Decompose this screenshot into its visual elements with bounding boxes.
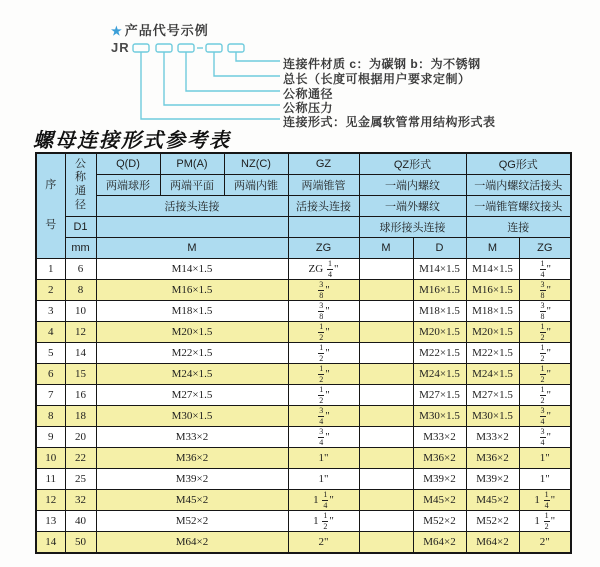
table-cell: $\frac{3}{8}$ " (519, 280, 571, 301)
table-cell (359, 280, 413, 301)
table-cell: 1" (288, 448, 359, 469)
table-row (36, 490, 571, 511)
code-box (133, 44, 149, 52)
table-cell: M30×1.5 (96, 406, 288, 427)
table-cell: M22×1.5 (96, 343, 288, 364)
table-cell: M22×1.5 (466, 343, 519, 364)
table-cell: M24×1.5 (413, 364, 466, 385)
table-cell: M20×1.5 (96, 322, 288, 343)
table-cell (359, 385, 413, 406)
table-cell: M33×2 (413, 427, 466, 448)
table-cell: $\frac{1}{2}$ " (519, 322, 571, 343)
table-cell (359, 490, 413, 511)
diagram-label-length: 总长（长度可根据用户要求定制） (283, 72, 471, 86)
table-cell: M45×2 (466, 490, 519, 511)
leader-line (214, 52, 280, 76)
table-cell: M39×2 (413, 469, 466, 490)
table-cell: 12 (65, 322, 96, 343)
table-row (36, 427, 571, 448)
table-cell: M14×1.5 (466, 259, 519, 280)
table-cell: 14 (36, 532, 65, 554)
table-cell (359, 343, 413, 364)
nut-connection-reference-table (35, 152, 572, 554)
table-cell: $\frac{3}{4}$ " (519, 406, 571, 427)
desc-q: 两端球形 (96, 175, 160, 196)
table-cell: $\frac{3}{8}$ " (288, 301, 359, 322)
thread-m-header: M (96, 238, 288, 259)
col-header-qg: QG形式 (466, 153, 571, 175)
table-cell (359, 406, 413, 427)
table-cell: $\frac{3}{4}$ " (288, 427, 359, 448)
table-cell: 6 (65, 259, 96, 280)
table-cell: 5 (36, 343, 65, 364)
desc-gz: 两端锥管 (288, 175, 359, 196)
table-cell: 1 (36, 259, 65, 280)
table-cell: M30×1.5 (413, 406, 466, 427)
table-cell: M18×1.5 (413, 301, 466, 322)
diagram-label-material: 连接件材质 c：为碳钢 b：为不锈钢 (283, 57, 481, 71)
table-cell: 8 (65, 280, 96, 301)
table-cell: M52×2 (413, 511, 466, 532)
desc-qz-1: 一端内螺纹 (359, 175, 466, 196)
table-cell: M30×1.5 (466, 406, 519, 427)
table-cell: M36×2 (96, 448, 288, 469)
qg-zg-header: ZG (519, 238, 571, 259)
table-cell: $\frac{1}{4}$ " (519, 259, 571, 280)
code-box (178, 44, 194, 52)
col-header-gz: GZ (288, 153, 359, 175)
table-cell: 1" (519, 469, 571, 490)
table-cell: M33×2 (96, 427, 288, 448)
table-row (36, 385, 571, 406)
table-cell: $\frac{1}{2}$ " (288, 385, 359, 406)
table-cell: M52×2 (466, 511, 519, 532)
table-cell: 25 (65, 469, 96, 490)
table-cell: M20×1.5 (466, 322, 519, 343)
table-cell: $\frac{1}{2}$ " (288, 343, 359, 364)
leader-line (164, 52, 280, 105)
table-cell: 1 $\frac{1}{2}$ " (519, 511, 571, 532)
table-header (36, 153, 571, 259)
table-cell: M16×1.5 (96, 280, 288, 301)
table-cell: M45×2 (96, 490, 288, 511)
table-row (36, 511, 571, 532)
table-cell (359, 511, 413, 532)
table-cell: M16×1.5 (466, 280, 519, 301)
table-cell: M22×1.5 (413, 343, 466, 364)
table-cell (359, 259, 413, 280)
table-cell: M18×1.5 (466, 301, 519, 322)
table-row (36, 364, 571, 385)
qz-d-header: D (413, 238, 466, 259)
col-header-nz: NZ(C) (224, 153, 288, 175)
empty-cell (96, 217, 288, 238)
table-cell: M16×1.5 (413, 280, 466, 301)
table-cell: 18 (65, 406, 96, 427)
table-cell: M18×1.5 (96, 301, 288, 322)
table-cell: 10 (36, 448, 65, 469)
table-cell: M14×1.5 (413, 259, 466, 280)
table-cell (359, 427, 413, 448)
product-code-diagram (0, 0, 600, 130)
table-cell: M33×2 (466, 427, 519, 448)
diagram-label-diameter: 公称通径 (283, 87, 334, 101)
star-icon: ★ (111, 24, 123, 38)
qz-m-header: M (359, 238, 413, 259)
table-cell: $\frac{3}{4}$ " (288, 406, 359, 427)
table-cell: M64×2 (96, 532, 288, 554)
table-cell (359, 469, 413, 490)
desc-qg-3: 连接 (466, 217, 571, 238)
table-cell: 3 (36, 301, 65, 322)
table-cell: 11 (36, 469, 65, 490)
table-row (36, 322, 571, 343)
col-header-dn: 公称通径 (65, 153, 96, 217)
table-row (36, 448, 571, 469)
table-cell: 8 (36, 406, 65, 427)
table-cell: M27×1.5 (96, 385, 288, 406)
desc-qg-2: 一端锥管螺纹接头 (466, 196, 571, 217)
table-cell: M52×2 (96, 511, 288, 532)
table-cell: $\frac{3}{8}$ " (519, 301, 571, 322)
desc-qg-1: 一端内螺纹活接头 (466, 175, 571, 196)
table-cell: 50 (65, 532, 96, 554)
table-cell: M45×2 (413, 490, 466, 511)
table-cell: 2" (519, 532, 571, 554)
table-cell: M27×1.5 (413, 385, 466, 406)
table-cell: M36×2 (413, 448, 466, 469)
table-cell: $\frac{1}{2}$ " (519, 343, 571, 364)
table-row (36, 343, 571, 364)
table-cell: M24×1.5 (466, 364, 519, 385)
table-cell: $\frac{1}{2}$ " (288, 322, 359, 343)
table-cell (359, 364, 413, 385)
table-cell: 15 (65, 364, 96, 385)
table-cell: M27×1.5 (466, 385, 519, 406)
table-cell: M24×1.5 (96, 364, 288, 385)
table-cell: 2 (36, 280, 65, 301)
table-cell (359, 532, 413, 554)
table-cell: 9 (36, 427, 65, 448)
table-cell: 1 $\frac{1}{4}$ " (288, 490, 359, 511)
table-cell: M39×2 (466, 469, 519, 490)
diagram-label-pressure: 公称压力 (283, 101, 334, 115)
col-header-qz: QZ形式 (359, 153, 466, 175)
table-cell: $\frac{3}{4}$ " (519, 427, 571, 448)
table-cell: ZG $\frac{1}{4}$ " (288, 259, 359, 280)
table-cell: 1" (288, 469, 359, 490)
leader-line (236, 52, 280, 61)
table-cell: M20×1.5 (413, 322, 466, 343)
table-cell: M39×2 (96, 469, 288, 490)
table-body (36, 259, 571, 554)
table-row (36, 469, 571, 490)
table-cell: 22 (65, 448, 96, 469)
unit-mm-header: mm (65, 238, 96, 259)
table-title: 螺母连接形式参考表 (33, 130, 231, 152)
table-row (36, 259, 571, 280)
table-cell: 13 (36, 511, 65, 532)
table-cell: 20 (65, 427, 96, 448)
diagram-label-connection: 连接形式：见金属软管常用结构形式表 (283, 115, 496, 129)
col-header-seq: 序号 (36, 153, 65, 259)
table-cell (359, 301, 413, 322)
gz-connection-header: 活接头连接 (288, 196, 359, 217)
code-box (156, 44, 172, 52)
code-box (206, 44, 222, 52)
table-cell: M14×1.5 (96, 259, 288, 280)
table-row (36, 532, 571, 554)
qg-m-header: M (466, 238, 519, 259)
table-cell (359, 322, 413, 343)
table-cell: 40 (65, 511, 96, 532)
desc-qz-2: 一端外螺纹 (359, 196, 466, 217)
table-cell: 4 (36, 322, 65, 343)
table-cell: $\frac{1}{2}$ " (519, 364, 571, 385)
col-header-pm: PM(A) (160, 153, 224, 175)
table-cell: $\frac{3}{8}$ " (288, 280, 359, 301)
desc-pm: 两端平面 (160, 175, 224, 196)
table-cell: 7 (36, 385, 65, 406)
thread-zg-header: ZG (288, 238, 359, 259)
table-cell: 16 (65, 385, 96, 406)
table-cell: $\frac{1}{2}$ " (519, 385, 571, 406)
table-cell: M64×2 (466, 532, 519, 554)
table-cell: 12 (36, 490, 65, 511)
desc-nz: 两端内锥 (224, 175, 288, 196)
table-cell: 14 (65, 343, 96, 364)
table-cell (359, 448, 413, 469)
table-cell: M64×2 (413, 532, 466, 554)
col-header-q: Q(D) (96, 153, 160, 175)
empty-cell (288, 217, 359, 238)
leader-line (141, 52, 280, 119)
code-box (228, 44, 244, 52)
table-cell: 6 (36, 364, 65, 385)
desc-qz-3: 球形接头连接 (359, 217, 466, 238)
table-cell: 1 $\frac{1}{4}$ " (519, 490, 571, 511)
d1-header: D1 (65, 217, 96, 238)
diagram-heading-text: 产品代号示例 (124, 23, 209, 38)
table-row (36, 406, 571, 427)
table-cell: 1 $\frac{1}{2}$ " (288, 511, 359, 532)
table-cell: 1" (519, 448, 571, 469)
table-cell: 32 (65, 490, 96, 511)
union-connection-header: 活接头连接 (96, 196, 288, 217)
leader-line (186, 52, 280, 91)
table-cell: $\frac{1}{2}$ " (288, 364, 359, 385)
table-row (36, 280, 571, 301)
table-cell: 10 (65, 301, 96, 322)
code-prefix: JR (111, 40, 130, 55)
table-row (36, 301, 571, 322)
table-cell: 2" (288, 532, 359, 554)
table-cell: M36×2 (466, 448, 519, 469)
